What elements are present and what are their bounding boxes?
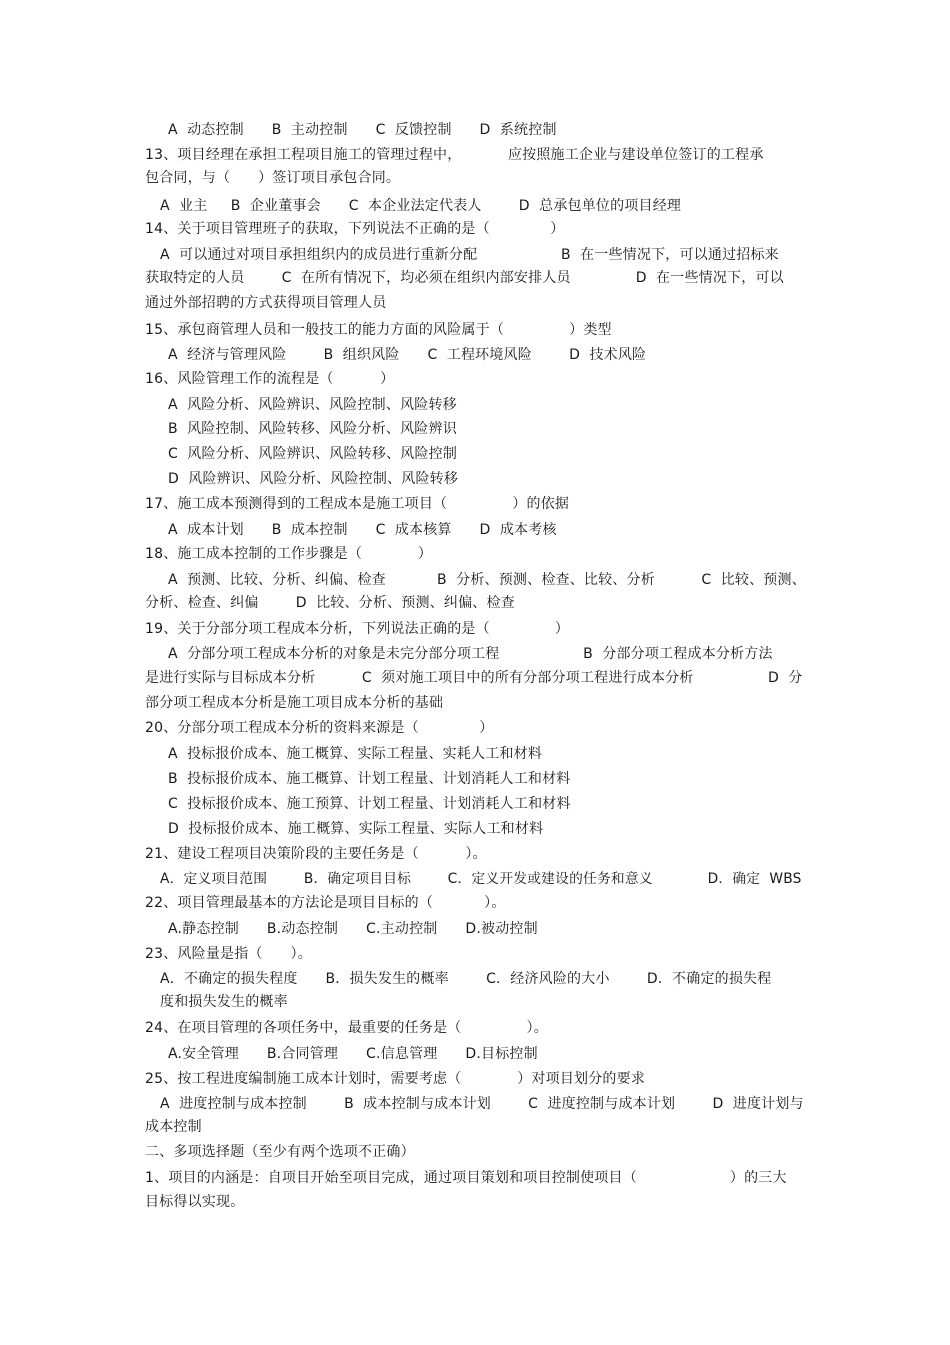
question-19-text: 19、关于分部分项工程成本分析，下列说法正确的是（ ） [145, 621, 570, 637]
question-25-text: 25、按工程进度编制施工成本计划时，需要考虑（ ）对项目划分的要求 [145, 1071, 646, 1087]
text-line: 目标得以实现。 [145, 1194, 245, 1210]
text-line: A 进度控制与成本控制 B 成本控制与成本计划 C 进度控制与成本计划 D 进度计划与 [160, 1096, 804, 1112]
text-line: A 业主 B 企业董事会 C 本企业法定代表人 D 总承包单位的项目经理 [160, 198, 682, 214]
text-line: A.静态控制 B.动态控制 C.主动控制 D.被动控制 [168, 921, 538, 937]
question-24-text: 24、在项目管理的各项任务中，最重要的任务是（ ）。 [145, 1020, 548, 1036]
text-line: 是进行实际与目标成本分析 C 须对施工项目中的所有分部分项工程进行成本分析 D 分 [145, 670, 803, 686]
text-line: B 风险控制、风险转移、风险分析、风险辨识 [168, 421, 457, 437]
question-21-text: 21、建设工程项目决策阶段的主要任务是（ ）。 [145, 846, 487, 862]
question-14-text: 14、关于项目管理班子的获取，下列说法不正确的是（ ） [145, 221, 565, 237]
text-line: C 风险分析、风险辨识、风险转移、风险控制 [168, 446, 458, 462]
text-line: A 成本计划 B 成本控制 C 成本核算 D 成本考核 [168, 522, 557, 538]
question-13-text: 13、项目经理在承担工程项目施工的管理过程中， 应按照施工企业与建设单位签订的工程承 [145, 147, 764, 163]
text-line: A 动态控制 B 主动控制 C 反馈控制 D 系统控制 [168, 122, 557, 138]
text-line: A 风险分析、风险辨识、风险控制、风险转移 [168, 397, 457, 413]
text-line: A 可以通过对项目承担组织内的成员进行重新分配 B 在一些情况下，可以通过招标来 [160, 247, 779, 263]
text-line: A 分部分项工程成本分析的对象是未完分部分项工程 B 分部分项工程成本分析方法 [168, 646, 773, 662]
text-line: C 投标报价成本、施工预算、计划工程量、计划消耗人工和材料 [168, 796, 571, 812]
text-line: 部分项工程成本分析是施工项目成本分析的基础 [145, 695, 444, 711]
text-line: 包合同，与（ ）签订项目承包合同。 [145, 170, 401, 186]
text-line: 通过外部招聘的方式获得项目管理人员 [145, 295, 387, 311]
question-23-text: 23、风险量是指（ ）。 [145, 946, 312, 962]
text-line: B 投标报价成本、施工概算、计划工程量、计划消耗人工和材料 [168, 771, 571, 787]
text-line: 获取特定的人员 C 在所有情况下，均必须在组织内部安排人员 D 在一些情况下，可以 [145, 270, 784, 286]
question-22-text: 22、项目管理最基本的方法论是项目目标的（ ）。 [145, 895, 506, 911]
multi-question-1-text: 1、项目的内涵是：自项目开始至项目完成，通过项目策划和项目控制使项目（ ）的三大 [145, 1170, 787, 1186]
question-20-text: 20、分部分项工程成本分析的资料来源是（ ） [145, 720, 494, 736]
text-line: A．不确定的损失程度 B．损失发生的概率 C．经济风险的大小 D．不确定的损失程 [160, 971, 772, 987]
text-line: A 预测、比较、分析、纠偏、检查 B 分析、预测、检查、比较、分析 C 比较、预测、 [168, 572, 806, 588]
text-line: 成本控制 [145, 1119, 202, 1135]
text-line: A 投标报价成本、施工概算、实际工程量、实耗人工和材料 [168, 746, 543, 762]
text-line: A 经济与管理风险 B 组织风险 C 工程环境风险 D 技术风险 [168, 347, 647, 363]
text-line: 度和损失发生的概率 [160, 994, 288, 1010]
section-heading: 二、多项选择题（至少有两个选项不正确） [145, 1144, 415, 1160]
question-18-text: 18、施工成本控制的工作步骤是（ ） [145, 546, 433, 562]
text-line: D 投标报价成本、施工概算、实际工程量、实际人工和材料 [168, 821, 544, 837]
question-15-text: 15、承包商管理人员和一般技工的能力方面的风险属于（ ）类型 [145, 322, 612, 338]
text-line: A．定义项目范围 B．确定项目目标 C．定义开发或建设的任务和意义 D．确定 WBS [160, 871, 802, 887]
question-16-text: 16、风险管理工作的流程是（ ） [145, 371, 395, 387]
text-line: 分析、检查、纠偏 D 比较、分析、预测、纠偏、检查 [145, 595, 515, 611]
text-line: A.安全管理 B.合同管理 C.信息管理 D.目标控制 [168, 1046, 538, 1062]
text-line: D 风险辨识、风险分析、风险控制、风险转移 [168, 471, 459, 487]
question-17-text: 17、施工成本预测得到的工程成本是施工项目（ ）的依据 [145, 496, 570, 512]
